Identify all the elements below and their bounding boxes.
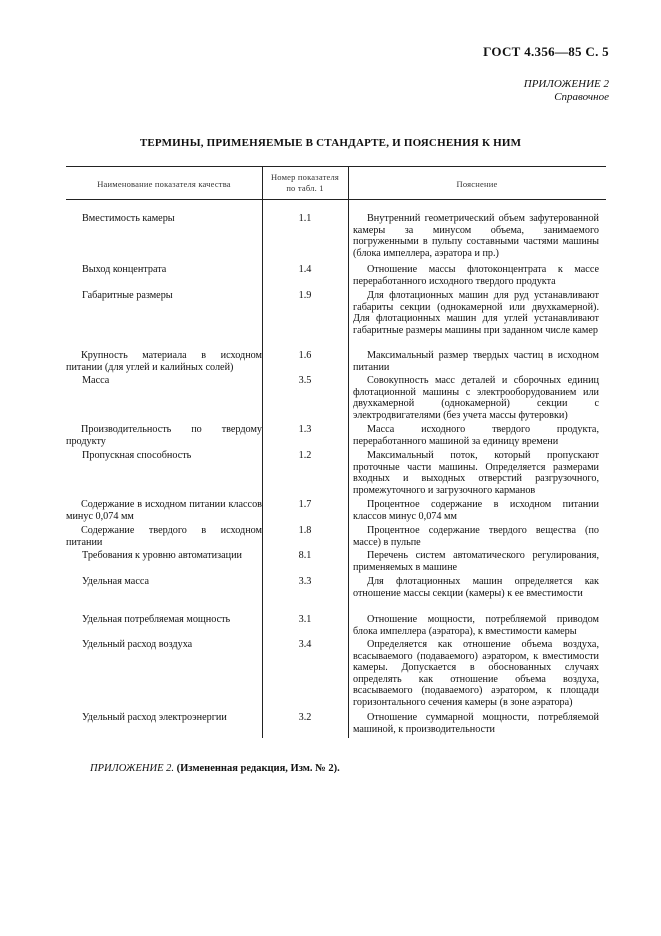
- row-name: Масса: [82, 375, 110, 386]
- row-name: Удельный расход электроэнергии: [82, 712, 227, 723]
- row-name: Крупность материала в исходном питании (для углей и калийных солей): [66, 350, 262, 373]
- row-name: Производительность по твердому продукту: [66, 424, 262, 447]
- row-number: 1.2: [298, 450, 312, 461]
- header-number: [262, 172, 348, 194]
- table-divider-left: [262, 166, 263, 738]
- table-top-rule: [66, 166, 606, 167]
- row-number: 1.4: [298, 264, 312, 275]
- row-name: Удельная масса: [82, 576, 150, 587]
- row-number: 3.1: [298, 614, 312, 625]
- row-explanation: Для флотационных машин для руд устанавливают габариты секции (однокамерной или двухкамерной). Для флотационных машин для углей устанавливают габаритные размеры машины при заданном числе камер: [353, 290, 599, 336]
- row-number: 3.2: [298, 712, 312, 723]
- appendix-note: Справочное: [554, 91, 609, 103]
- table-header-rule: [66, 199, 606, 200]
- header-explanation: Пояснение: [456, 179, 498, 189]
- row-number: 8.1: [298, 550, 312, 561]
- row-explanation: Максимальный поток, который пропускают проточные части машины. Определяется размерами входных и выходных отверстий разгрузочного, промежуточного и загрузочного карманов: [353, 450, 599, 496]
- row-name: Пропускная способность: [82, 450, 192, 461]
- row-explanation: Определяется как отношение объема воздуха, всасываемого (подаваемого) аэратором, к вместимости камеры. Допускается в обоснованных случаях определять как отношение объема воздуха, всасываемого (подаваемого) аэратором, к площади горизонтального сечения камеры (в зоне аэратора): [353, 639, 599, 708]
- row-name: Вместимость камеры: [82, 213, 175, 224]
- row-name: Удельный расход воздуха: [82, 639, 193, 650]
- row-explanation: Для флотационных машин определяется как отношение массы секции (камеры) к ее вместимости: [353, 576, 599, 599]
- header-number-line1: Номер показателя: [270, 172, 340, 182]
- row-number: 1.7: [298, 499, 312, 510]
- row-number: 1.8: [298, 525, 312, 536]
- header-number-line2: по табл. 1: [286, 183, 324, 193]
- row-name: Выход концентрата: [82, 264, 167, 275]
- row-explanation: Совокупность масс деталей и сборочных единиц флотационной машины с электрооборудованием или двухкамерной (однокамерной) секции с электродвигателями (без учета массы футеровки): [353, 375, 599, 421]
- header-name: Наименование показателя качества: [97, 179, 231, 189]
- row-explanation: Отношение массы флотоконцентрата к массе переработанного исходного твердого продукта: [353, 264, 599, 287]
- row-explanation: Процентное содержание в исходном питании классов минус 0,074 мм: [353, 499, 599, 522]
- table-divider-right: [348, 166, 349, 738]
- appendix-label: [524, 78, 609, 104]
- row-explanation: Максимальный размер твердых частиц в исходном питании: [353, 350, 599, 373]
- row-explanation: Процентное содержание твердого вещества (по массе) в пульпе: [353, 525, 599, 548]
- row-number: 1.3: [298, 424, 312, 435]
- footnote-text: (Измененная редакция, Изм. № 2).: [176, 763, 340, 774]
- row-number: 3.3: [298, 576, 312, 587]
- row-explanation: Перечень систем автоматического регулирования, применяемых в машине: [353, 550, 599, 573]
- row-explanation: Внутренний геометрический объем зафутерованной камеры за минусом объема, занимаемого погруженными в пульпу составными частями машины (блока импеллера, аэратора и пр.): [353, 213, 599, 259]
- page-header: ГОСТ 4.356—85 С. 5: [483, 44, 609, 59]
- row-explanation: Отношение мощности, потребляемой приводом блока импеллера (аэратора), к вместимости камеры: [353, 614, 599, 637]
- row-name: Удельная потребляемая мощность: [82, 614, 231, 625]
- footnote-label: ПРИЛОЖЕНИЕ 2.: [90, 763, 174, 774]
- row-name: Габаритные размеры: [82, 290, 173, 301]
- row-name: Требования к уровню автоматизации: [82, 550, 242, 561]
- row-number: 1.1: [298, 213, 312, 224]
- appendix-title: ПРИЛОЖЕНИЕ 2: [523, 78, 609, 90]
- row-number: 1.9: [298, 290, 312, 301]
- row-number: 3.4: [298, 639, 312, 650]
- row-name: Содержание твердого в исходном питании: [66, 525, 262, 548]
- row-explanation: Масса исходного твердого продукта, переработанного машиной за единицу времени: [353, 424, 599, 447]
- row-explanation: Отношение суммарной мощности, потребляемой машиной, к производительности: [353, 712, 599, 735]
- row-name: Содержание в исходном питании классов минус 0,074 мм: [66, 499, 262, 522]
- row-number: 3.5: [298, 375, 312, 386]
- page-title: ТЕРМИНЫ, ПРИМЕНЯЕМЫЕ В СТАНДАРТЕ, И ПОЯСНЕНИЯ К НИМ: [139, 137, 522, 149]
- footnote: [90, 763, 340, 774]
- row-number: 1.6: [298, 350, 312, 361]
